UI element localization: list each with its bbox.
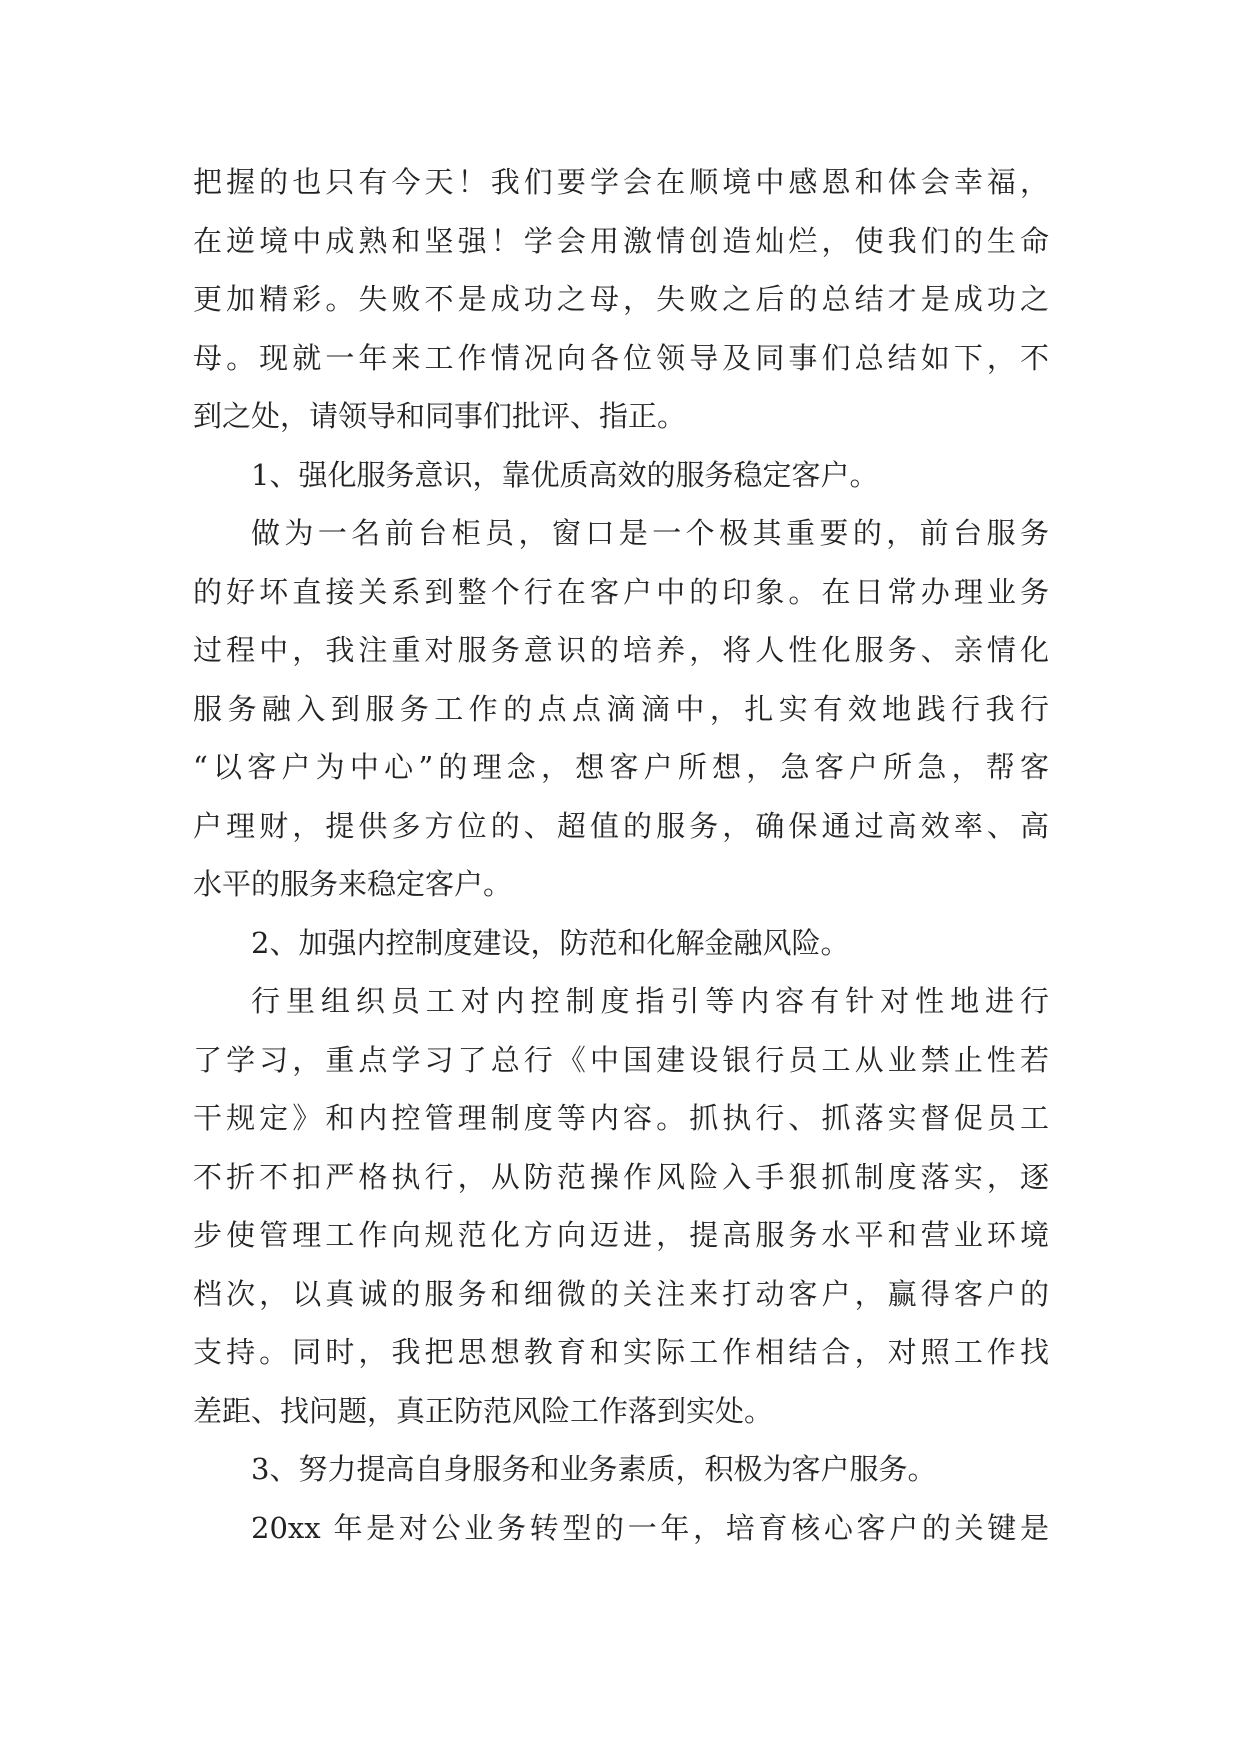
- text-line: 到之处，请领导和同事们批评、指正。: [193, 399, 687, 433]
- text-line: 了学习，重点学习了总行《中国建设银行员工从业禁止性若: [193, 1042, 1049, 1077]
- paragraph: [193, 504, 1049, 914]
- section-heading: [193, 914, 1049, 973]
- text-line: 行里组织员工对内控制度指引等内容有针对性地进行: [251, 984, 1049, 1018]
- text-line: 更加精彩。失败不是成功之母，失败之后的总结才是成功之: [193, 282, 1049, 316]
- paragraph: [193, 972, 1049, 1440]
- text-line: 过程中，我注重对服务意识的培养，将人性化服务、亲情化: [193, 633, 1049, 667]
- text-line: 户理财，提供多方位的、超值的服务，确保通过高效率、高: [193, 808, 1049, 843]
- paragraph: [193, 153, 1049, 446]
- text-line: 2、加强内控制度建设，防范和化解金融风险。: [251, 925, 850, 960]
- text-line: 1、强化服务意识，靠优质高效的服务稳定客户。: [251, 457, 879, 492]
- section-heading: [193, 1440, 1049, 1499]
- text-line: 服务融入到服务工作的点点滴滴中，扎实有效地践行我行: [193, 691, 1049, 726]
- document-body: [193, 153, 1049, 1557]
- text-line: 不折不扣严格执行，从防范操作风险入手狠抓制度落实，逐: [193, 1159, 1049, 1194]
- text-line: “以客户为中心”的理念，想客户所想，急客户所急，帮客: [193, 750, 1049, 784]
- text-line: 干规定》和内控管理制度等内容。抓执行、抓落实督促员工: [193, 1101, 1049, 1135]
- text-line: 做为一名前台柜员，窗口是一个极其重要的，前台服务: [251, 516, 1049, 550]
- text-line: 差距、找问题，真正防范风险工作落到实处。: [193, 1393, 774, 1428]
- section-heading: [193, 446, 1049, 505]
- text-line: 3、努力提高自身服务和业务素质，积极为客户服务。: [251, 1452, 937, 1486]
- text-line: 档次，以真诚的服务和细微的关注来打动客户，赢得客户的: [193, 1276, 1049, 1311]
- text-line: 的好坏直接关系到整个行在客户中的印象。在日常办理业务: [193, 574, 1049, 609]
- text-line: 20xx 年是对公业务转型的一年，培育核心客户的关键是: [251, 1510, 1049, 1545]
- text-line: 水平的服务来稳定客户。: [193, 867, 513, 901]
- text-line: 步使管理工作向规范化方向迈进，提高服务水平和营业环境: [193, 1218, 1049, 1252]
- text-line: 在逆境中成熟和坚强！学会用激情创造灿烂，使我们的生命: [193, 223, 1049, 258]
- text-line: 支持。同时，我把思想教育和实际工作相结合，对照工作找: [193, 1335, 1049, 1369]
- text-line: 把握的也只有今天！我们要学会在顺境中感恩和体会幸福，: [193, 165, 1049, 199]
- text-line: 母。现就一年来工作情况向各位领导及同事们总结如下，不: [193, 340, 1049, 375]
- paragraph: [193, 1499, 1049, 1558]
